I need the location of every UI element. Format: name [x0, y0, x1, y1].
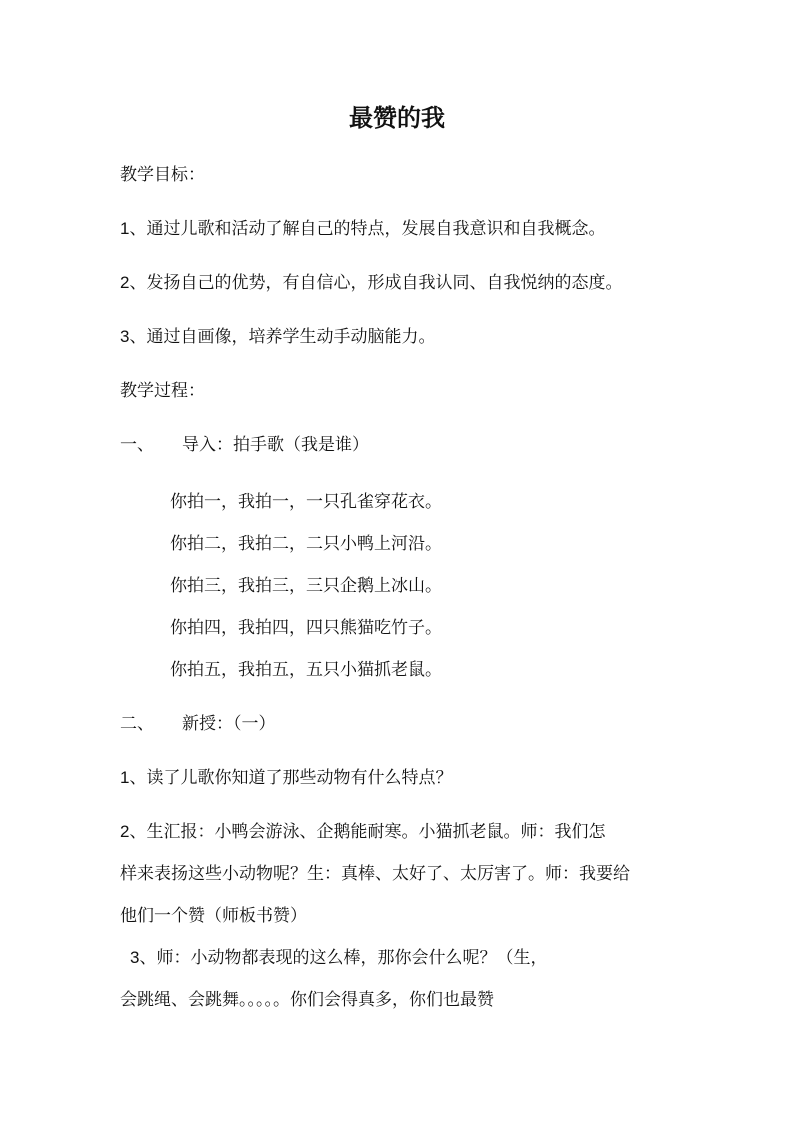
- objective-number: 1、: [120, 219, 147, 238]
- section-number: 一、: [120, 435, 154, 455]
- section-heading-1: [120, 433, 369, 457]
- objective-item-1: [120, 217, 605, 241]
- lesson-item-2-continued-1: 样来表扬这些小动物呢？生：真棒、太好了、太厉害了。师：我要给: [120, 864, 630, 884]
- item-number: 1、: [120, 768, 147, 787]
- item-text: 生汇报：小鸭会游泳、企鹅能耐寒。小猫抓老鼠。师：我们怎: [146, 822, 606, 842]
- lesson-item-2: [120, 820, 605, 844]
- objective-text: 通过儿歌和活动了解自己的特点，发展自我意识和自我概念。: [146, 219, 606, 239]
- objective-number: 3、: [120, 327, 147, 346]
- objective-text: 通过自画像，培养学生动手动脑能力。: [146, 327, 436, 347]
- song-line-2: 你拍二，我拍二，二只小鸭上河沿。: [170, 534, 442, 554]
- lesson-item-3-continued: 会跳绳、会跳舞。。。。。你们会得真多，你们也最赞: [120, 990, 494, 1010]
- section-number: 二、: [120, 714, 154, 734]
- song-line-1: 你拍一，我拍一，一只孔雀穿花衣。: [170, 492, 442, 512]
- song-line-5: 你拍五，我拍五，五只小猫抓老鼠。: [170, 660, 442, 680]
- objective-item-2: [120, 271, 622, 295]
- item-number: 2、: [120, 822, 147, 841]
- objective-number: 2、: [120, 273, 147, 292]
- process-heading: 教学过程：: [120, 381, 205, 401]
- lesson-item-2-continued-2: 他们一个赞（师板书赞）: [120, 906, 307, 926]
- item-number: 3、: [130, 948, 157, 967]
- section-text: 新授：（一）: [182, 714, 276, 734]
- section-text: 导入：拍手歌（我是谁）: [182, 435, 369, 455]
- item-text: 师：小动物都表现的这么棒，那你会什么呢？（生，: [156, 948, 548, 968]
- document-title: 最赞的我: [349, 104, 445, 132]
- objective-text: 发扬自己的优势，有自信心，形成自我认同、自我悦纳的态度。: [146, 273, 623, 293]
- section-heading-2: [120, 712, 276, 736]
- lesson-item-3: [130, 946, 547, 970]
- song-line-4: 你拍四，我拍四，四只熊猫吃竹子。: [170, 618, 442, 638]
- song-line-3: 你拍三，我拍三，三只企鹅上冰山。: [170, 576, 442, 596]
- objectives-heading: 教学目标：: [120, 165, 205, 185]
- item-text: 读了儿歌你知道了那些动物有什么特点？: [146, 768, 453, 788]
- objective-item-3: [120, 325, 435, 349]
- lesson-item-1: [120, 766, 452, 790]
